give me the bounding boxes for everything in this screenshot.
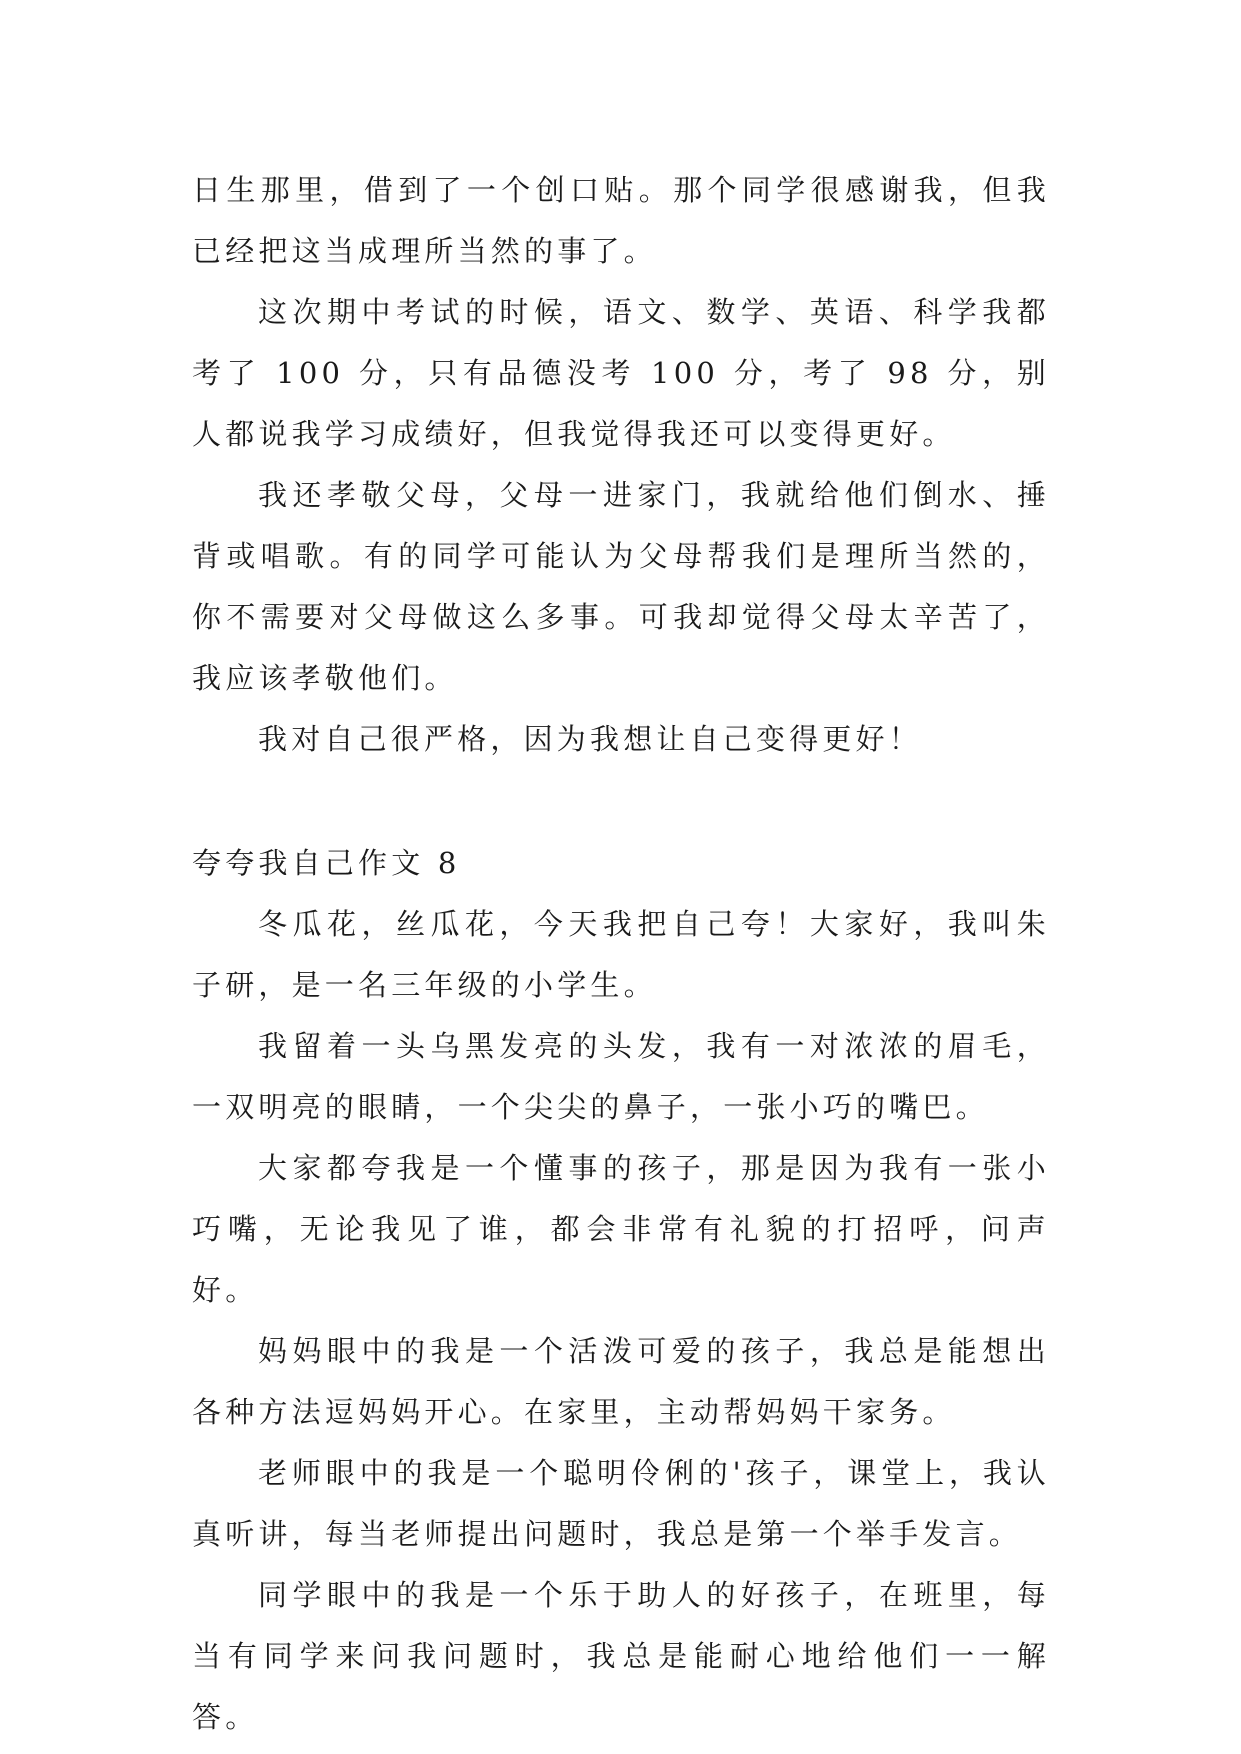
- paragraph-exam-scores: 这次期中考试的时候，语文、数学、英语、科学我都考了 100 分，只有品德没考 100 分，考了 98 分，别人都说我学习成绩好，但我觉得我还可以变得更好。: [192, 295, 1050, 451]
- paragraph-classmate-view: 同学眼中的我是一个乐于助人的好孩子，在班里，每当有同学来问我问题时，我总是能耐心地给他们一一解答。: [192, 1578, 1050, 1734]
- document-page: [192, 160, 1050, 1748]
- paragraph-respect-parents: 我还孝敬父母，父母一进家门，我就给他们倒水、捶背或唱歌。有的同学可能认为父母帮我们是理所当然的，你不需要对父母做这么多事。可我却觉得父母太辛苦了，我应该孝敬他们。: [192, 478, 1050, 695]
- section-spacer: [192, 770, 1050, 833]
- paragraph-continued: 日生那里，借到了一个创口贴。那个同学很感谢我，但我已经把这当成理所当然的事了。: [192, 173, 1050, 268]
- paragraph-teacher-view: 老师眼中的我是一个聪明伶俐的'孩子，课堂上，我认真听讲，每当老师提出问题时，我总是第一个举手发言。: [192, 1456, 1050, 1551]
- paragraph-mom-view: 妈妈眼中的我是一个活泼可爱的孩子，我总是能想出各种方法逗妈妈开心。在家里，主动帮妈妈干家务。: [192, 1334, 1050, 1429]
- paragraph-intro: 冬瓜花，丝瓜花，今天我把自己夸！大家好，我叫朱子研，是一名三年级的小学生。: [192, 907, 1050, 1002]
- paragraph-appearance: 我留着一头乌黑发亮的头发，我有一对浓浓的眉毛，一双明亮的眼睛，一个尖尖的鼻子，一张小巧的嘴巴。: [192, 1029, 1050, 1124]
- paragraph-strict-self: 我对自己很严格，因为我想让自己变得更好！: [258, 722, 923, 756]
- essay-title: 夸夸我自己作文 8: [192, 846, 461, 880]
- paragraph-polite: 大家都夸我是一个懂事的孩子，那是因为我有一张小巧嘴，无论我见了谁，都会非常有礼貌的打招呼，问声好。: [192, 1151, 1050, 1307]
